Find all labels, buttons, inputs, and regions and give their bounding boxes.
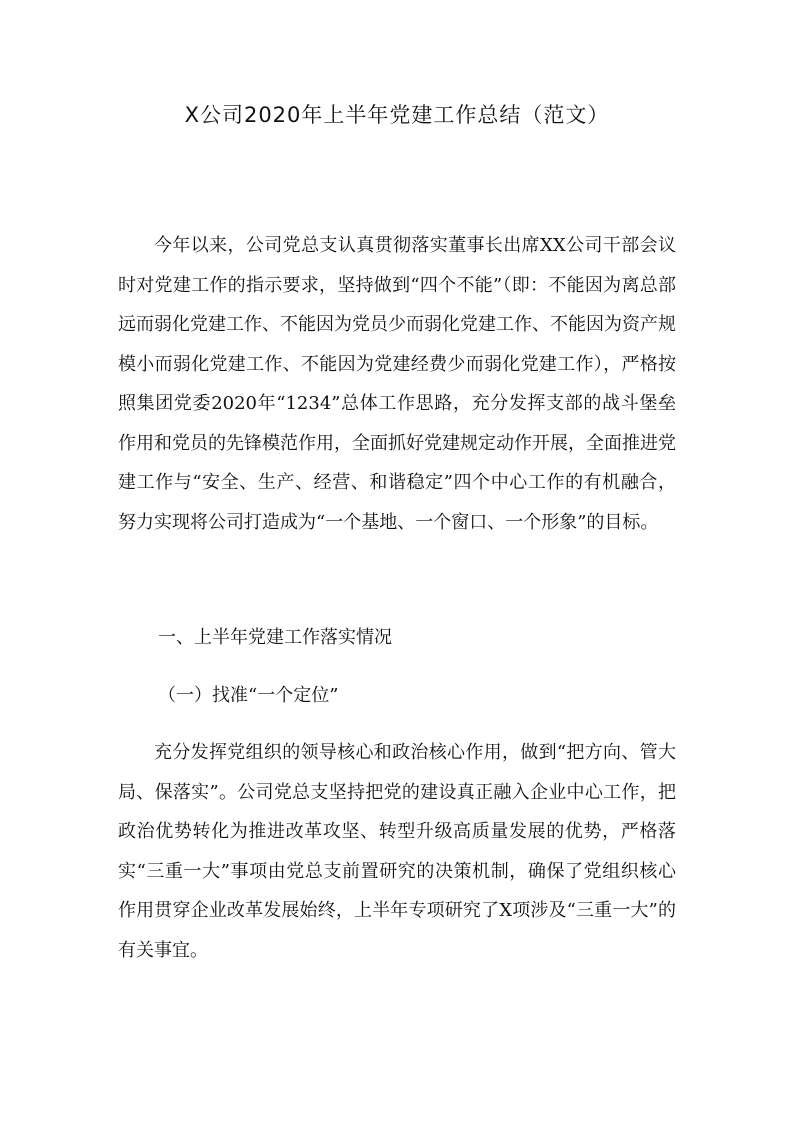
subsection-heading: （一）找准“一个定位” xyxy=(158,685,339,706)
document-title: X公司2020年上半年党建工作总结（范文） xyxy=(184,103,610,127)
section-heading: 一、上半年党建工作落实情况 xyxy=(158,627,392,648)
intro-paragraph: 今年以来，公司党总支认真贯彻落实董事长出席XX公司干部会议时对党建工作的指示要求，坚持做到“四个不能”（即：不能因为离总部远而弱化党建工作、不能因为党员少而弱化党建工作、不能因为资产规模小而弱化党建工作、不能因为党建经费少而弱化党建工作），严格按照集团党委2020年“1234”总体工作思路，充分发挥支部的战斗堡垒作用和党员的先锋模范作用，全面抓好党建规定动作开展，全面推进党建工作与“安全、生产、经营、和谐稳定”四个中心工作的有机融合，努力实现将公司打造成为“一个基地、一个窗口、一个形象”的目标。 xyxy=(118,235,676,533)
subsection-paragraph: 充分发挥党组织的领导核心和政治核心作用，做到“把方向、管大局、保落实”。公司党总支坚持把党的建设真正融入企业中心工作，把政治优势转化为推进改革攻坚、转型升级高质量发展的优势，严格落实“三重一大”事项由党总支前置研究的决策机制，确保了党组织核心作用贯穿企业改革发展始终，上半年专项研究了X项涉及“三重一大”的有关事宜。 xyxy=(118,742,676,961)
